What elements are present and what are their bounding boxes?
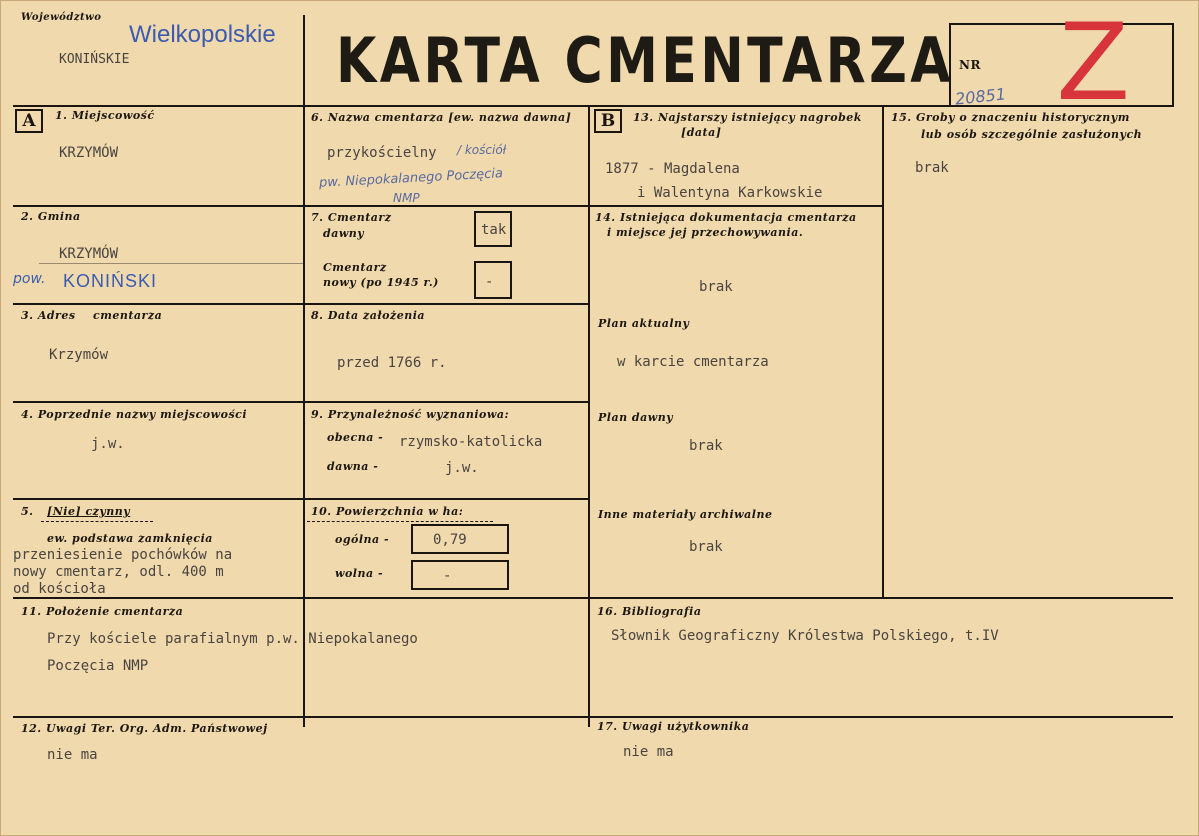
divider — [303, 15, 305, 727]
field-1-value: KRZYMÓW — [59, 145, 119, 161]
field-14-value: brak — [699, 279, 733, 295]
field-17-label: 17. Uwagi użytkownika — [597, 720, 750, 733]
field-5-value-line-1: przeniesienie pochówków na — [13, 547, 233, 563]
field-8-label: 8. Data założenia — [311, 309, 426, 322]
field-7-label-nowy-sub: nowy (po 1945 r.) — [323, 276, 439, 289]
field-12-label: 12. Uwagi Ter. Org. Adm. Państwowej — [21, 722, 268, 735]
nr-value: 20851 — [954, 84, 1007, 109]
field-9-current-value: rzymsko-katolicka — [399, 434, 543, 450]
field-15-label-sub: lub osób szczególnie zasłużonych — [921, 128, 1143, 141]
field-5-status: [Nie] czynny — [47, 505, 131, 518]
field-5-value-line-2: nowy cmentarz, odl. 400 m — [13, 564, 224, 580]
other-archives-label: Inne materiały archiwalne — [598, 508, 773, 521]
divider — [13, 105, 1173, 107]
field-16-value: Słownik Geograficzny Królestwa Polskiego, t.IV — [611, 628, 999, 644]
field-4-value: j.w. — [91, 436, 125, 452]
divider — [1172, 23, 1174, 107]
divider — [41, 521, 153, 523]
field-17-value: nie ma — [623, 744, 674, 760]
field-9-label: 9. Przynależność wyznaniowa: — [311, 408, 510, 421]
stamp-letter-z: Z — [1057, 0, 1130, 123]
field-3-label: 3. Adres — [21, 309, 76, 322]
divider — [588, 105, 590, 727]
field-7-nowy-box: - — [474, 261, 512, 299]
field-6-handwriting-3: NMP — [393, 191, 420, 205]
field-6-value: przykościelny — [327, 145, 437, 161]
field-14-label: 14. Istniejąca dokumentacja cmentarza — [595, 211, 857, 224]
former-plan-label: Plan dawny — [598, 411, 674, 424]
voivodeship-value: KONIŃSKIE — [59, 52, 130, 67]
field-5-label: 5. — [21, 505, 34, 518]
current-plan-value: w karcie cmentarza — [617, 354, 769, 370]
field-7-dawny-box: tak — [474, 211, 512, 247]
former-plan-value: brak — [689, 438, 723, 454]
field-9-former-value: j.w. — [445, 460, 479, 476]
field-11-label: 11. Położenie cmentarza — [21, 605, 184, 618]
field-15-label: 15. Groby o znaczeniu historycznym — [891, 111, 1130, 124]
field-7-label: 7. Cmentarz — [311, 211, 392, 224]
divider — [13, 597, 1173, 599]
field-7-label-dawny: dawny — [323, 227, 365, 240]
divider — [307, 521, 493, 523]
divider — [882, 105, 884, 598]
field-7-label-nowy: Cmentarz — [323, 261, 387, 274]
field-6-handwriting-1: / kościół — [457, 143, 507, 157]
page-title: KARTA CMENTARZA — [336, 24, 954, 97]
field-13-value-2: i Walentyna Karkowskie — [637, 185, 823, 201]
field-12-value: nie ma — [47, 747, 98, 763]
field-10-label: 10. Powierzchnia w ha: — [311, 505, 464, 518]
field-16-label: 16. Bibliografia — [597, 605, 702, 618]
field-10-free-label: wolna - — [335, 567, 384, 580]
field-10-total-box: 0,79 — [411, 524, 509, 554]
voivodeship-label: Województwo — [21, 12, 102, 23]
field-10-free-box: - — [411, 560, 509, 590]
field-10-total-label: ogólna - — [335, 533, 390, 546]
field-2-label: 2. Gmina — [21, 210, 81, 223]
divider — [13, 303, 589, 305]
field-15-value: brak — [915, 160, 949, 176]
field-2-value: KRZYMÓW — [59, 246, 119, 262]
voivodeship-stamp: Wielkopolskie — [129, 21, 276, 48]
nr-label: NR — [959, 58, 981, 72]
field-11-value-line-2: Poczęcia NMP — [47, 658, 149, 674]
field-11-value-line-1: Przy kościele parafialnym p.w. Niepokalanego — [47, 631, 418, 647]
field-4-label: 4. Poprzednie nazwy miejscowości — [21, 408, 248, 421]
field-6-label: 6. Nazwa cmentarza [ew. nazwa dawna] — [311, 111, 572, 124]
district-prefix: pow. — [13, 271, 46, 287]
field-1-label: 1. Miejscowość — [55, 109, 155, 122]
field-9-former-label: dawna - — [327, 460, 379, 473]
field-5-value-line-3: od kościoła — [13, 581, 106, 597]
field-3-value: Krzymów — [49, 347, 109, 363]
field-3-label-rest: cmentarza — [93, 309, 163, 322]
field-13-label-sub: [data] — [681, 126, 722, 139]
field-14-label-sub: i miejsce jej przechowywania. — [607, 226, 804, 239]
divider — [13, 498, 589, 500]
current-plan-label: Plan aktualny — [598, 317, 690, 330]
field-8-value: przed 1766 r. — [337, 355, 447, 371]
divider — [39, 263, 303, 264]
divider — [13, 401, 589, 403]
divider — [13, 716, 1173, 718]
section-b-marker: B — [594, 109, 622, 133]
other-archives-value: brak — [689, 539, 723, 555]
district-value: KONIŃSKI — [63, 271, 158, 291]
field-13-value-1: 1877 - Magdalena — [605, 161, 740, 177]
divider — [13, 205, 883, 207]
field-6-handwriting-2: pw. Niepokalanego Poczęcia — [318, 166, 504, 191]
field-9-current-label: obecna - — [327, 431, 384, 444]
section-a-marker: A — [15, 109, 43, 133]
field-13-label: 13. Najstarszy istniejący nagrobek — [633, 111, 862, 124]
field-5-sublabel: ew. podstawa zamknięcia — [47, 532, 213, 545]
